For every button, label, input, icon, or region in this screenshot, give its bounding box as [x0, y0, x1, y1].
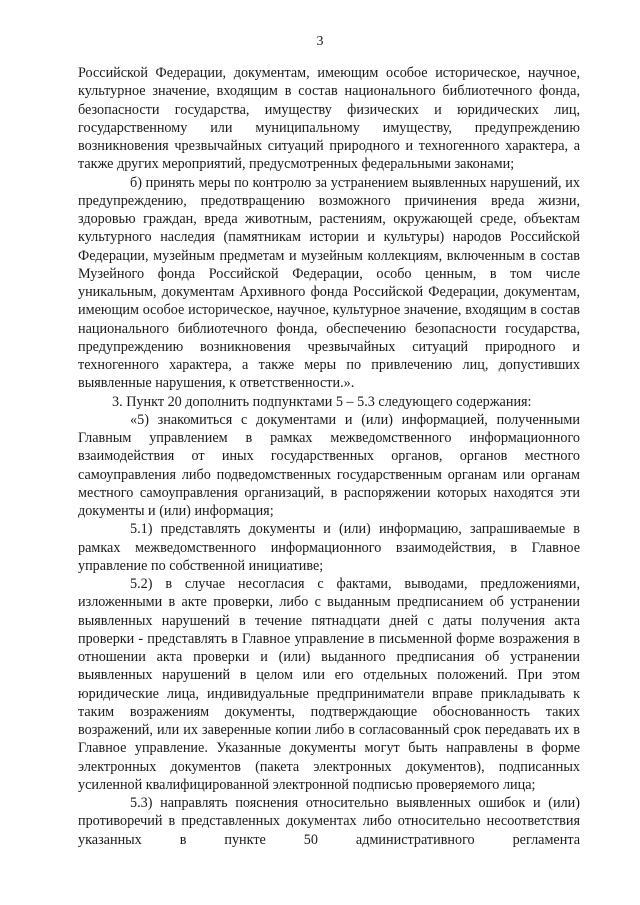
document-body — [78, 64, 580, 849]
paragraph-subitem-5-3: 5.3) направлять пояснения относительно выявленных ошибок и (или) противоречий в представленных документах либо относительно несоответствия указанных в пункте 50 административного регламента — [78, 795, 580, 848]
paragraph-item-3: 3. Пункт 20 дополнить подпунктами 5 – 5.3 следующего содержания: — [112, 393, 532, 410]
paragraph-subitem-5-2: 5.2) в случае несогласия с фактами, выводами, предложениями, изложенными в акте проверки, либо с выданным предписанием об устранении выявленных нарушений в течение пятнадцати дней с даты получения акта проверки - представлять в Главное управление в письменной форме возражения в отношении акта проверки и (или) выданного предписания об устранении выявленных нарушений в целом или его отдельных положений. При этом юридические лица, индивидуальные предприниматели вправе прикладывать к таким возражениям документы, подтверждающие обоснованность таких возражений, или их заверенные копии либо в согласованный срок передавать их в Главное управление. Указанные документы могут быть направлены в форме электронных документов (пакета электронных документов), подписанных усиленной квалифицированной электронной подписью проверяемого лица; — [78, 576, 580, 793]
paragraph-subitem-5-1: 5.1) представлять документы и (или) информацию, запрашиваемые в рамках межведомственного информационного взаимодействия, в Главное управление по собственной инициативе; — [78, 521, 580, 574]
page-number: 3 — [316, 34, 324, 49]
paragraph-continuation: Российской Федерации, документам, имеющим особое историческое, научное, культурное значение, входящим в состав национального библиотечного фонда, безопасности государства, имуществу физических и юридических лиц, государственному или муниципальному имуществу, предупреждению возникновения чрезвычайных ситуаций природного и техногенного характера, а также других мероприятий, предусмотренных федеральными законами; — [78, 65, 580, 173]
paragraph-subitem-5: «5) знакомиться с документами и (или) информацией, полученными Главным управлением в рамках межведомственного информационного взаимодействия от иных государственных органов, органов местного самоуправления либо подведомственных государственным органам или органам местного самоуправления организаций, в распоряжении которых находятся эти документы и (или) информация; — [78, 411, 580, 519]
paragraph-subitem-b: б) принять меры по контролю за устранением выявленных нарушений, их предупреждению, предотвращению возможного причинения вреда жизни, здоровью граждан, вреда животным, растениям, окружающей среде, объектам культурного наследия (памятникам истории и культуры) народов Российской Федерации, музейным предметам и музейным коллекциям, включенным в состав Музейного фонда Российской Федерации, особо ценным, в том числе уникальным, документам Архивного фонда Российской Федерации, документам, имеющим особое историческое, научное, культурное значение, входящим в состав национального библиотечного фонда, обеспечению безопасности государства, предупреждению возникновения чрезвычайных ситуаций природного и техногенного характера, а также меры по привлечению лиц, допустивших выявленные нарушения, к ответственности.». — [78, 174, 580, 392]
